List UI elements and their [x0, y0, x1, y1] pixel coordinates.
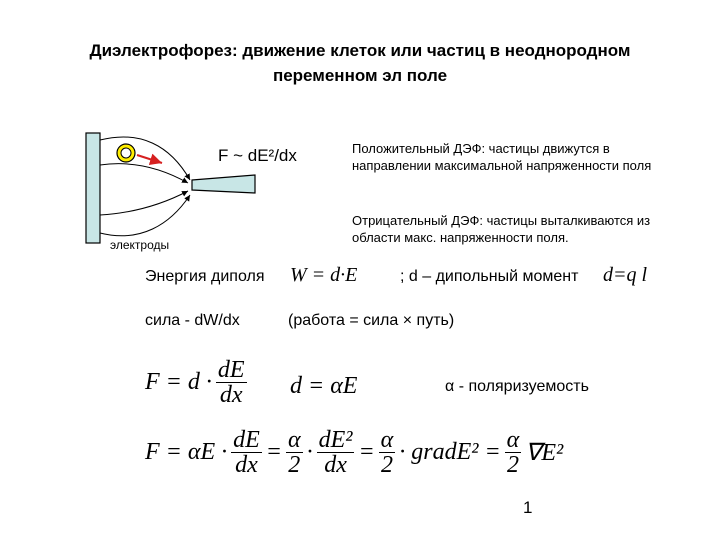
eq3-frac-4-den: 2: [380, 452, 393, 478]
eq1-den: dx: [219, 382, 243, 408]
dipole-moment-text: ; d – дипольный момент: [400, 268, 579, 285]
eq1-num: dE: [217, 357, 245, 383]
eq3-frac-5: [505, 428, 522, 477]
eq3-frac-3: [317, 428, 355, 477]
electrodes-label: электроды: [110, 238, 170, 252]
dep-diagram: [80, 125, 350, 255]
work-note: (работа = сила × путь): [288, 312, 455, 329]
positive-dep-line-2: направлении максимальной напряженности поля: [352, 158, 652, 173]
eq1-fraction: [216, 358, 247, 407]
eq3-frac-3-num: dE²: [318, 427, 353, 453]
eq3-frac-4-num: α: [380, 427, 394, 453]
negative-dep-line-2: области макс. напряженности поля.: [352, 230, 569, 245]
eq3-frac-2-den: 2: [288, 452, 301, 478]
eq3-equals-1: =: [265, 439, 282, 465]
eq3-lhs: F = αE ·: [145, 439, 228, 465]
force-label: F ~ dE²/dx: [218, 146, 297, 165]
field-line-4: [100, 195, 190, 236]
title-line-2: переменном эл поле: [272, 66, 448, 85]
equation-force-dipole: [145, 358, 247, 407]
eq3-frac-3-den: dx: [324, 452, 347, 478]
eq3-nabla: ∇E²: [525, 440, 564, 466]
dipole-energy-formula: W = d·E: [290, 264, 358, 286]
tip-electrode: [192, 175, 255, 193]
eq3-frac-1-den: dx: [235, 452, 258, 478]
equation-force-gradient: [145, 428, 563, 477]
particle-core: [121, 148, 131, 158]
positive-dep-text: [352, 140, 651, 174]
eq3-frac-5-den: 2: [506, 452, 519, 478]
plate-electrode: [86, 133, 100, 243]
field-line-2: [100, 164, 188, 183]
eq1-lhs: F = d ·: [145, 369, 212, 395]
dipole-energy-label: Энергия диполя: [145, 268, 265, 285]
particle-arrow: [137, 155, 162, 163]
force-derivative-label: сила - dW/dx: [145, 312, 240, 329]
dipole-moment-formula: d=q l: [603, 264, 648, 286]
positive-dep-line-1: Положительный ДЭФ: частицы движутся в: [352, 141, 610, 156]
eq3-frac-1: [231, 428, 262, 477]
eq3-grad: · gradE² =: [399, 439, 501, 465]
title-line-1: Диэлектрофорез: движение клеток или частиц в неоднородном: [89, 41, 631, 60]
eq3-equals-2: =: [358, 439, 375, 465]
negative-dep-line-1: Отрицательный ДЭФ: частицы выталкиваются из: [352, 213, 651, 228]
eq3-frac-5-num: α: [506, 427, 520, 453]
field-line-3: [100, 191, 188, 215]
eq3-frac-1-num: dE: [233, 427, 260, 453]
eq3-dot: ·: [306, 439, 313, 465]
page-title: [0, 38, 720, 88]
negative-dep-text: [352, 212, 650, 246]
eq3-frac-2: [286, 428, 303, 477]
eq3-frac-4: [379, 428, 396, 477]
equation-dipole-moment: d = αE: [290, 373, 358, 399]
eq3-frac-2-num: α: [288, 427, 301, 453]
polarizability-note: α - поляризуемость: [445, 378, 589, 395]
page-number: 1: [523, 498, 533, 517]
